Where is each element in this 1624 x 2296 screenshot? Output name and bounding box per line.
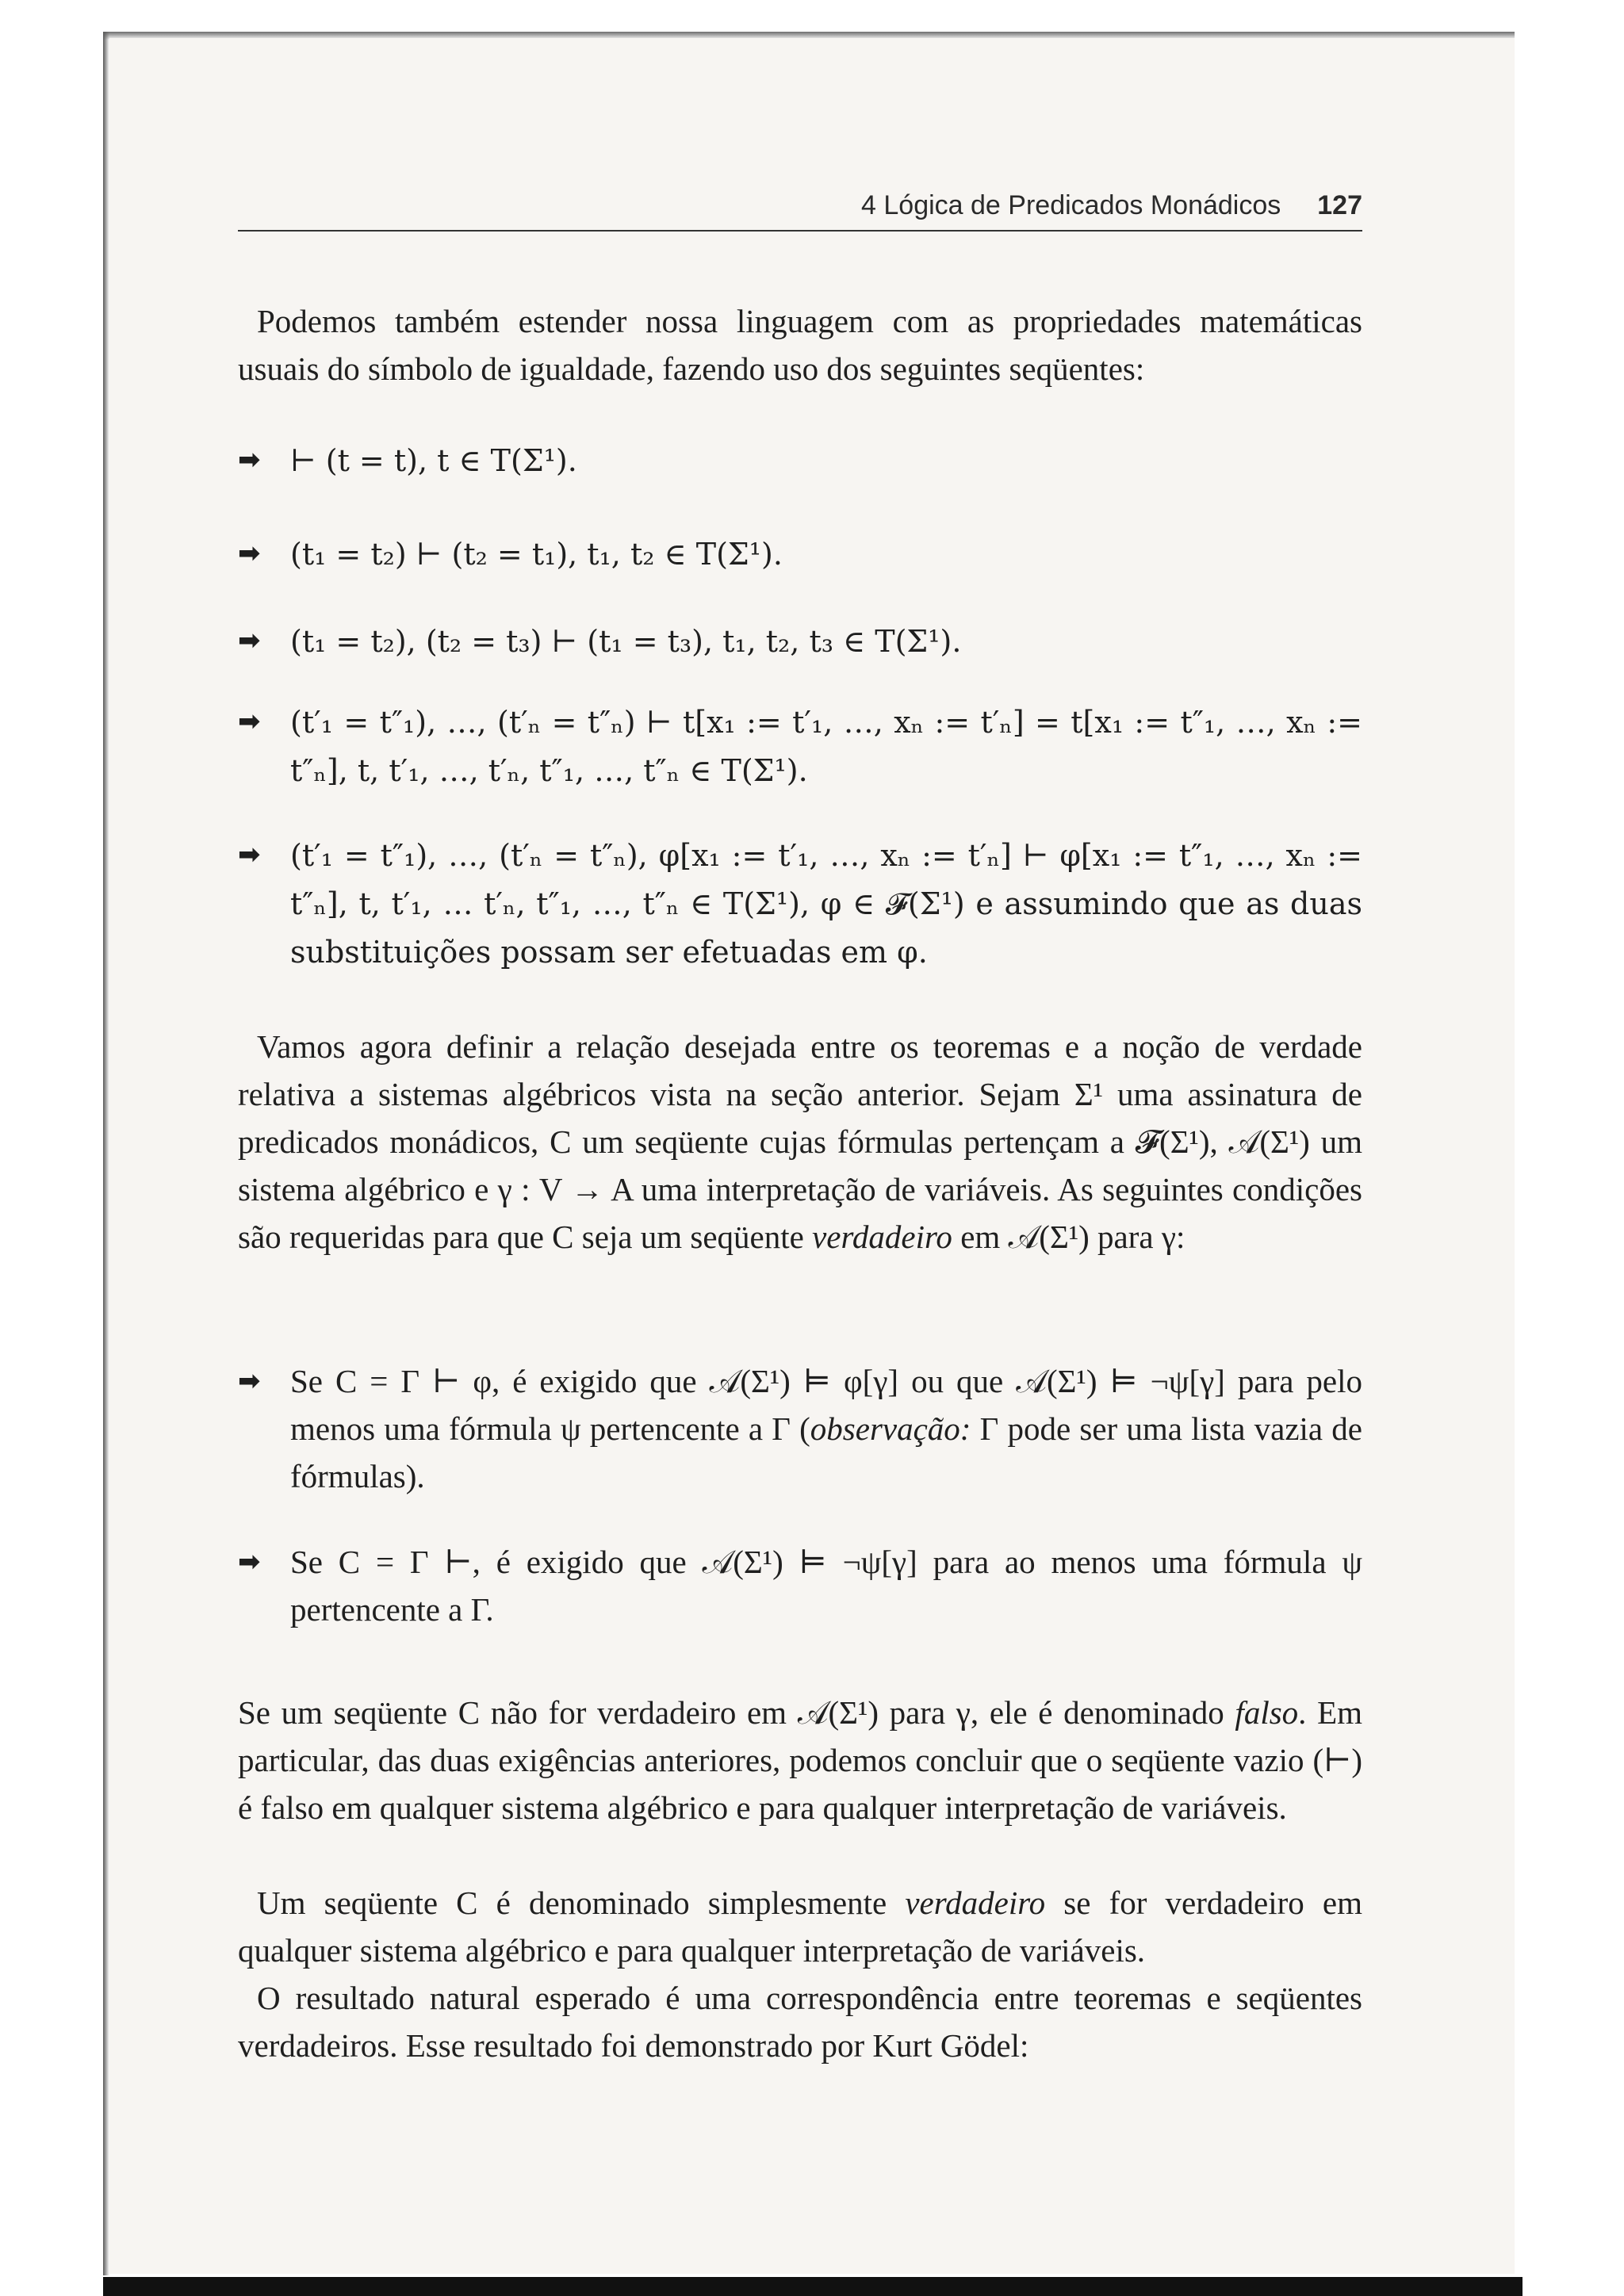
running-head — [238, 190, 1362, 228]
rule-text: (t₁ = t₂), (t₂ = t₃) ⊢ (t₁ = t₃), t₁, t₂, t₃ ∈ T(Σ¹). — [290, 624, 962, 659]
arrow-bullet-icon: ➡ — [238, 839, 261, 871]
paragraph-true — [238, 1879, 1362, 1974]
paragraph-text: Se um seqüente C não for verdadeiro em 𝒜(Σ¹) para γ, ele é denominado — [238, 1694, 1235, 1731]
paragraph-text: . Em particular, das duas exigências anteriores, podemos concluir que o seqüente vazio (⊢) é falso em qualquer sistema algébrico e para qualquer interpretação de variáveis. — [238, 1694, 1363, 1826]
emphasis-text: verdadeiro — [905, 1885, 1046, 1921]
condition-text: Se C = Γ ⊢, é exigido que 𝒜(Σ¹) ⊨ ¬ψ[γ] para ao menos uma fórmula ψ pertencente a Γ. — [290, 1544, 1362, 1628]
paragraph-text: Podemos também estender nossa linguagem com as propriedades matemáticas usuais do símbolo de igualdade, fazendo uso dos seguintes seqüentes: — [238, 303, 1362, 387]
rule-text: ⊢ (t = t), t ∈ T(Σ¹). — [290, 443, 577, 478]
arrow-bullet-icon: ➡ — [238, 706, 261, 737]
header-rule — [238, 230, 1362, 232]
emphasis-text: falso — [1235, 1694, 1299, 1731]
condition-item — [238, 1357, 1362, 1500]
emphasis-text: verdadeiro — [812, 1219, 952, 1255]
arrow-bullet-icon: ➡ — [238, 1365, 261, 1397]
paragraph-text: em 𝒜(Σ¹) para γ: — [952, 1219, 1185, 1255]
page-number: 127 — [1317, 190, 1362, 220]
rule-item — [238, 698, 1362, 794]
rule-item — [238, 530, 1362, 578]
rule-text: (t′₁ = t″₁), …, (t′ₙ = t″ₙ), φ[x₁ := t′₁, …, xₙ := t′ₙ] ⊢ φ[x₁ := t″₁, …, xₙ := t″ₙ], t, t′₁, … t′ₙ, t″₁, …, t″ₙ ∈ T(Σ¹), φ ∈ 𝓕(Σ¹) e assumindo que as duas substituições possam ser efetuadas em φ. — [290, 838, 1362, 970]
rule-text: (t₁ = t₂) ⊢ (t₂ = t₁), t₁, t₂ ∈ T(Σ¹). — [290, 537, 783, 572]
paragraph-intro — [238, 297, 1362, 392]
scan-edge-left — [103, 32, 109, 2275]
rule-item — [238, 617, 1362, 665]
condition-text: Se C = Γ ⊢ φ, é exigido que 𝒜(Σ¹) ⊨ φ[γ] ou que 𝒜(Σ¹) ⊨ ¬ψ[γ] para pelo menos uma fórmula ψ pertencente a Γ ( — [290, 1363, 1362, 1447]
paragraph-text: Vamos agora definir a relação desejada entre os teoremas e a noção de verdade relativa a sistemas algébricos vista na seção anterior. Sejam Σ¹ uma assinatura de predicados monádicos, C um seqüente cujas fórmulas pertençam a 𝓕(Σ¹), 𝒜(Σ¹) um sistema algébrico e γ : V → A uma interpretação de variáveis. As seguintes condições são requeridas para que C seja um seqüente — [238, 1028, 1362, 1255]
emphasis-text: observação: — [810, 1410, 971, 1447]
arrow-bullet-icon: ➡ — [238, 444, 261, 476]
rule-item — [238, 436, 1362, 484]
arrow-bullet-icon: ➡ — [238, 1546, 261, 1578]
paragraph-text: Um seqüente C é denominado simplesmente — [257, 1885, 906, 1921]
paragraph-text: O resultado natural esperado é uma correspondência entre teoremas e seqüentes verdadeiros. Esse resultado foi demonstrado por Kurt Gödel: — [238, 1980, 1362, 2064]
paragraph-text: se for verdadeiro em qualquer sistema algébrico e para qualquer interpretação de variáveis. — [238, 1885, 1362, 1969]
rule-text: (t′₁ = t″₁), …, (t′ₙ = t″ₙ) ⊢ t[x₁ := t′₁, …, xₙ := t′ₙ] = t[x₁ := t″₁, …, xₙ := t″ₙ], t, t′₁, …, t′ₙ, t″₁, …, t″ₙ ∈ T(Σ¹). — [290, 705, 1362, 788]
condition-text: Γ pode ser uma lista vazia de fórmulas). — [290, 1410, 1362, 1494]
scan-edge-bottom — [103, 2277, 1522, 2296]
paragraph-godel — [238, 1974, 1362, 2069]
arrow-bullet-icon: ➡ — [238, 625, 261, 656]
condition-item — [238, 1538, 1362, 1633]
arrow-bullet-icon: ➡ — [238, 538, 261, 569]
chapter-title: 4 Lógica de Predicados Monádicos — [861, 190, 1281, 220]
rule-item — [238, 831, 1362, 976]
paragraph-definition — [238, 1023, 1362, 1261]
paragraph-false — [238, 1689, 1362, 1831]
